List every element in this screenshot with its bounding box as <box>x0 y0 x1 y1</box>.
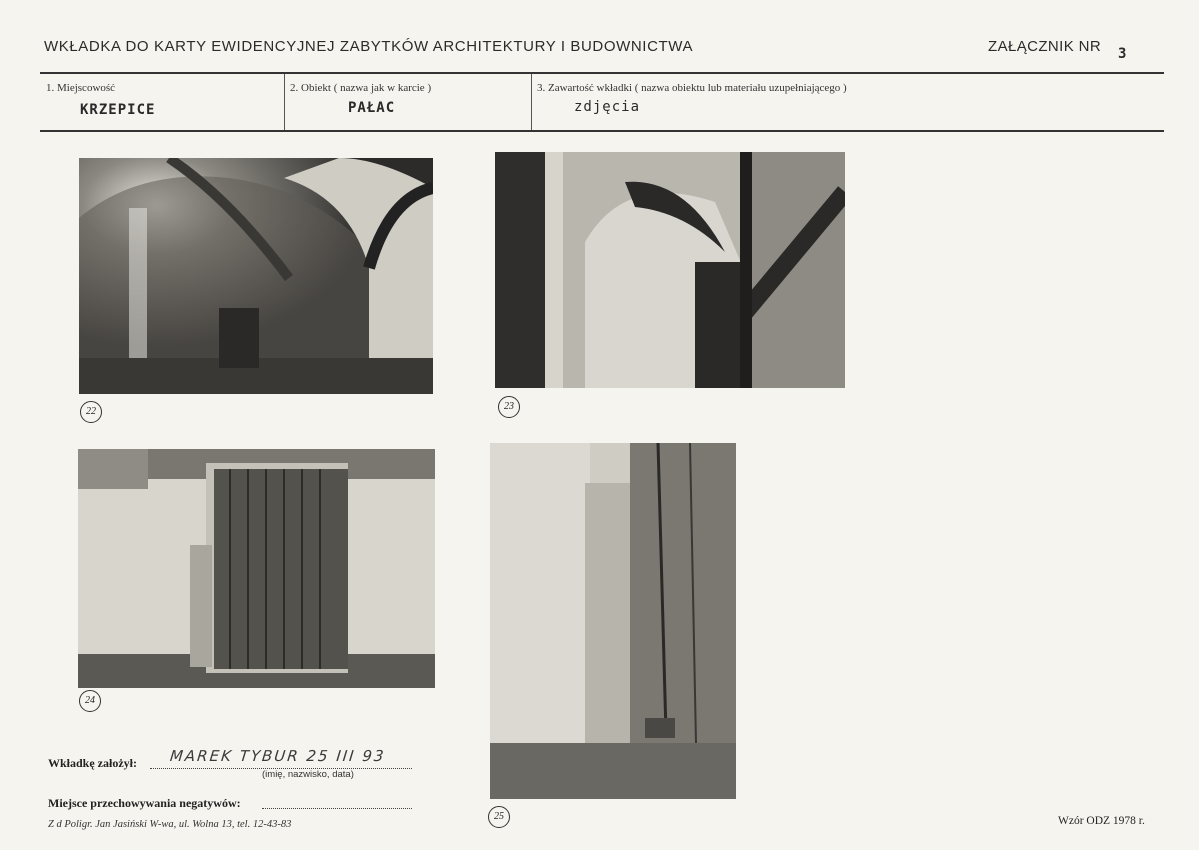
locality-label: 1. Miejscowość <box>46 82 116 94</box>
founder-signature: MAREK TYBUR 25 III 93 <box>169 747 387 765</box>
content-value: zdjęcia <box>574 99 641 115</box>
object-label: 2. Obiekt ( nazwa jak w karcie ) <box>290 82 432 94</box>
locality-value: KRZEPICE <box>80 102 156 118</box>
photo-number-25: 25 <box>488 806 510 828</box>
photo-number-22: 22 <box>80 401 102 423</box>
form-model: Wzór ODZ 1978 r. <box>1058 815 1145 827</box>
fields-bottom-rule <box>40 130 1164 132</box>
storage-dotted-line <box>262 808 412 809</box>
photo-vault-corridor <box>495 152 845 388</box>
object-value: PAŁAC <box>348 100 396 116</box>
content-label: 3. Zawartość wkładki ( nazwa obiektu lub materiału uzupełniającego ) <box>537 82 847 94</box>
photo-vaulted-cellar <box>79 158 433 394</box>
printer-imprint: Z d Poligr. Jan Jasiński W-wa, ul. Wolna 13, tel. 12-43-83 <box>48 819 292 830</box>
photo-number-23: 23 <box>498 396 520 418</box>
header-rule <box>40 72 1164 74</box>
founder-hint: (imię, nazwisko, data) <box>262 769 354 780</box>
storage-label: Miejsce przechowywania negatywów: <box>48 796 241 810</box>
annex-label: ZAŁĄCZNIK NR <box>988 38 1102 55</box>
card-title: WKŁADKA DO KARTY EWIDENCYJNEJ ZABYTKÓW ARCHITEKTURY I BUDOWNICTWA <box>44 38 694 55</box>
photo-door-jamb <box>490 443 736 799</box>
field-divider <box>531 74 532 130</box>
founder-label: Wkładkę założył: <box>48 756 137 770</box>
field-divider <box>284 74 285 130</box>
photo-number-24: 24 <box>79 690 101 712</box>
photo-plank-door <box>78 449 435 688</box>
annex-number: 3 <box>1118 46 1127 62</box>
